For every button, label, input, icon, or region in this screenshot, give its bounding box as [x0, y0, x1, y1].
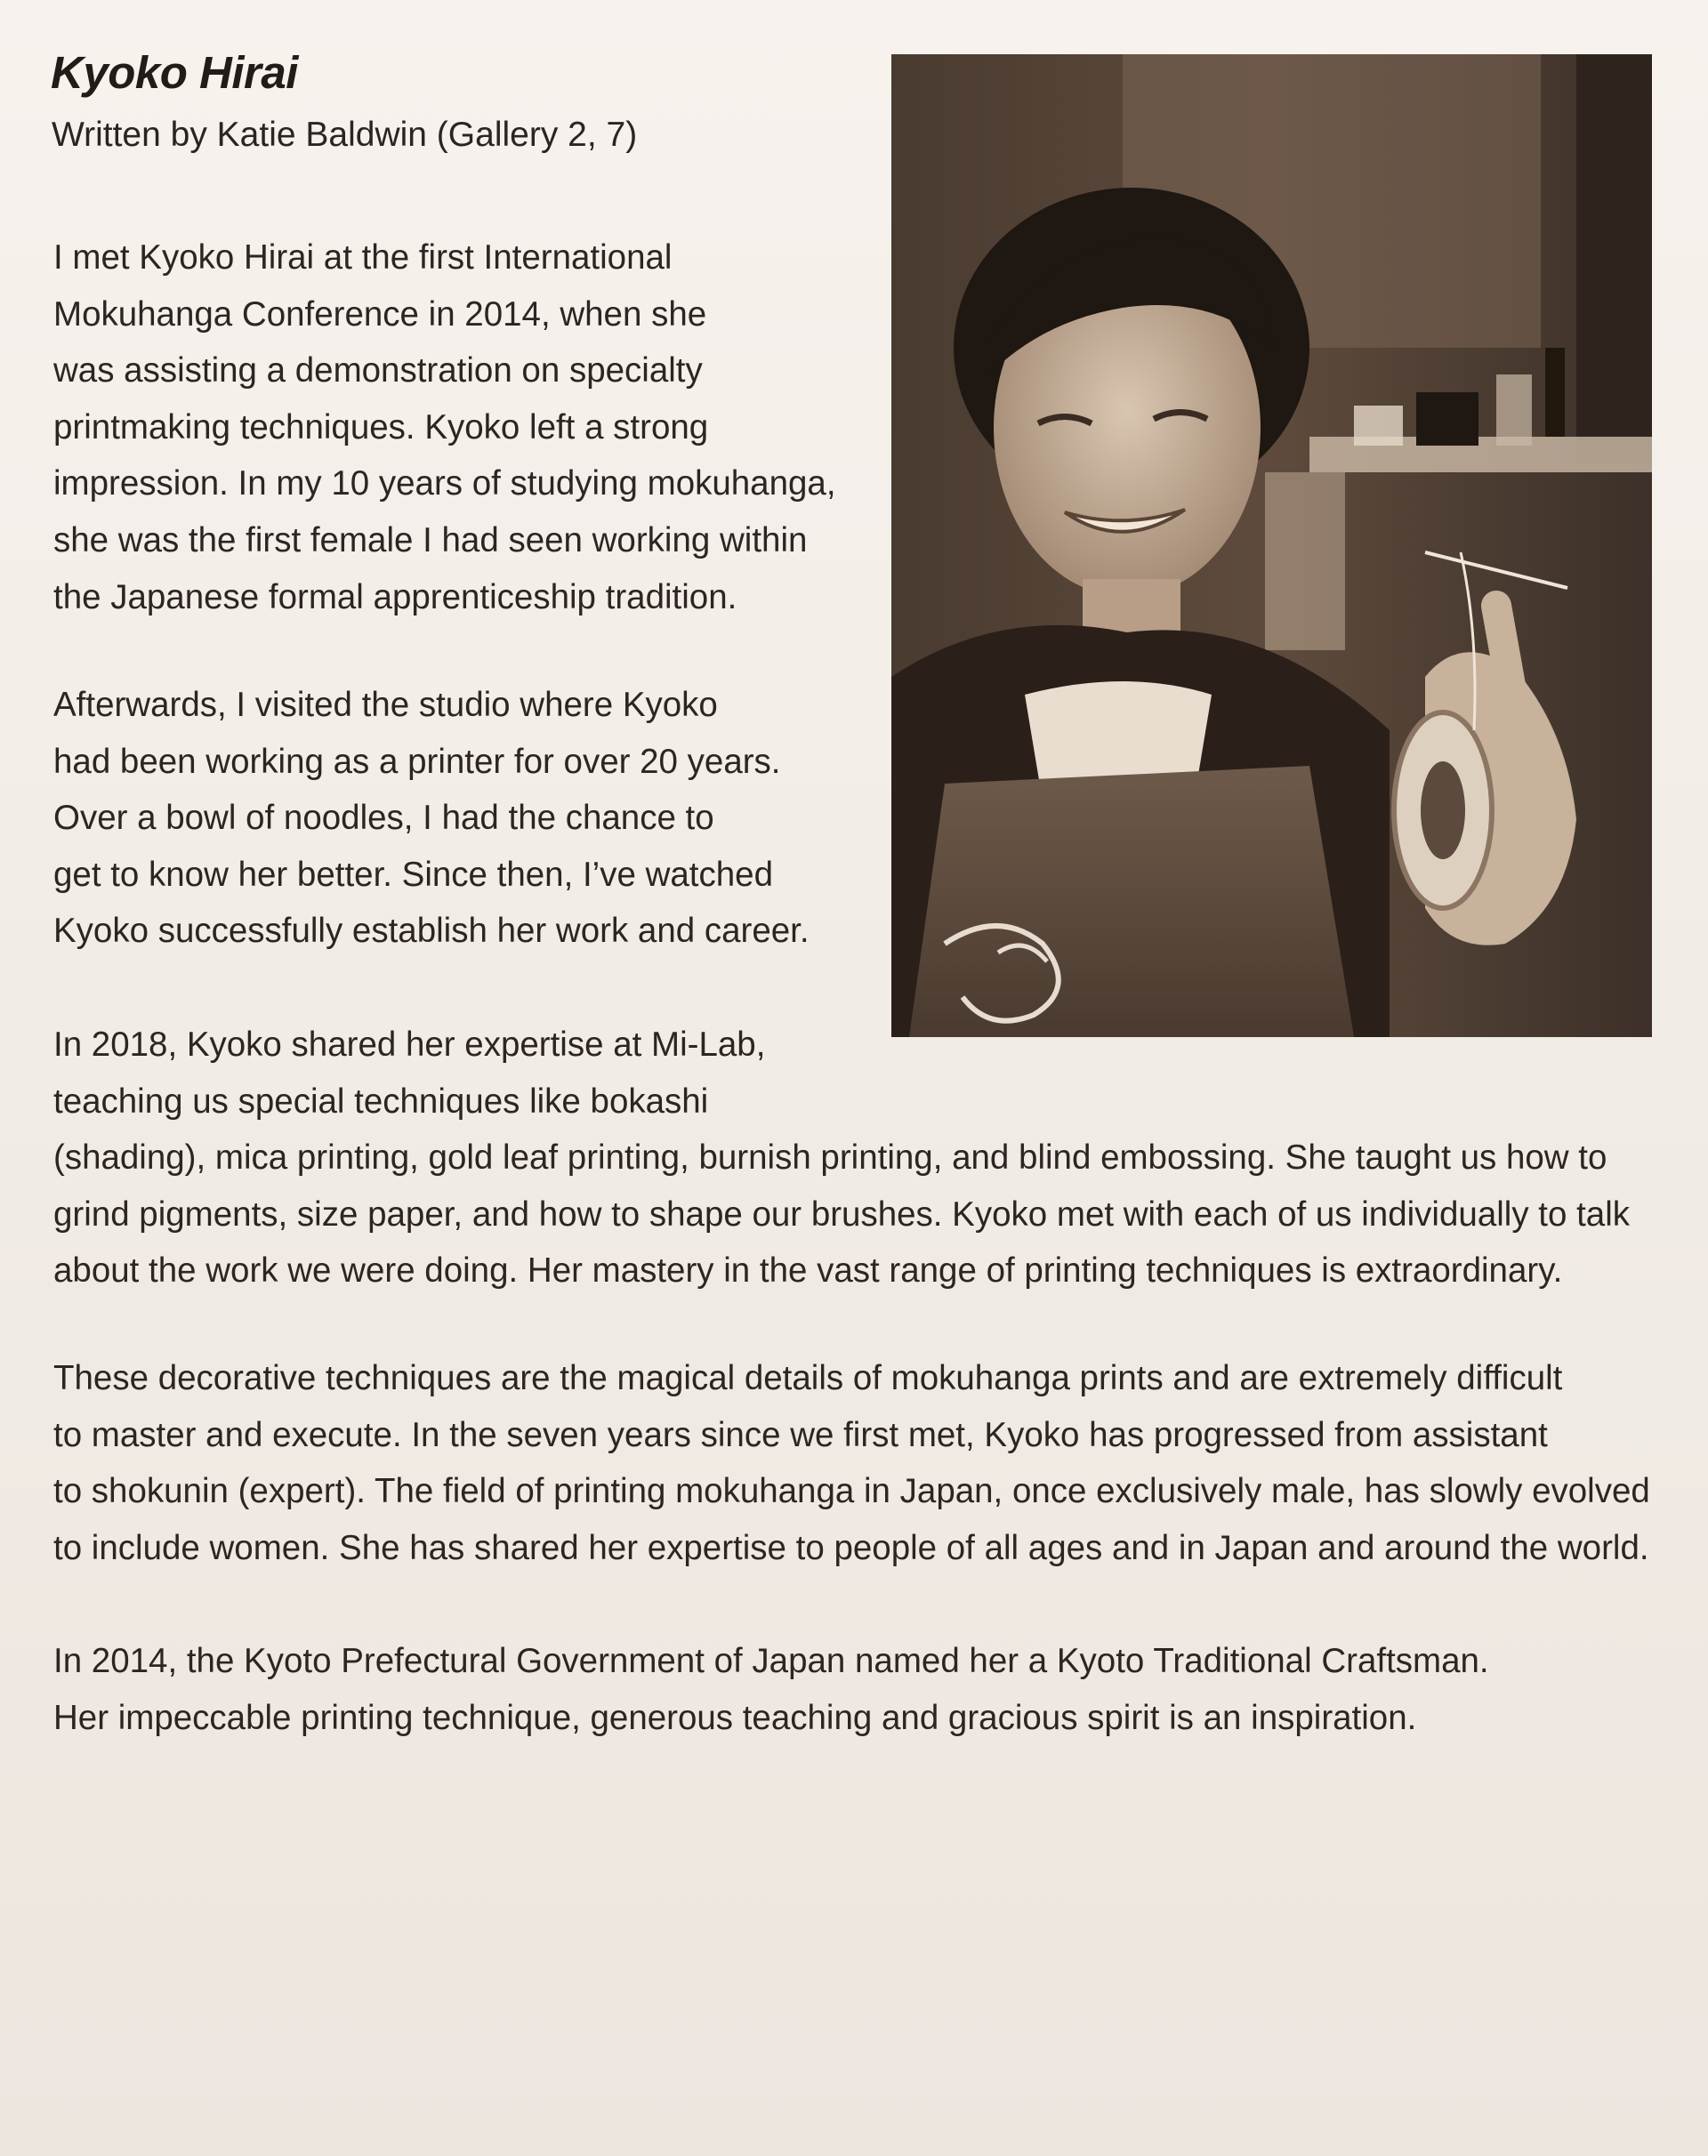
paragraph-line: teaching us special techniques like bokashi [53, 1082, 709, 1121]
portrait-illustration [891, 54, 1652, 1037]
paragraph-line: These decorative techniques are the magical details of mokuhanga prints and are extremely difficult [53, 1359, 1563, 1397]
paragraph-line: Afterwards, I visited the studio where Kyoko [53, 686, 718, 724]
paragraph-line: get to know her better. Since then, I’ve watched [53, 855, 773, 894]
paragraph-5 [53, 1633, 1664, 1746]
paragraph-line: Kyoko successfully establish her work and career. [53, 912, 810, 951]
paragraph-line: Her impeccable printing technique, generous teaching and gracious spirit is an inspiration. [53, 1698, 1417, 1737]
paragraph-line: about the work we were doing. Her mastery in the vast range of printing techniques is extraordinary. [53, 1251, 1563, 1291]
paragraph-line: had been working as a printer for over 20 years. [53, 742, 781, 781]
paragraph-line: the Japanese formal apprenticeship tradition. [53, 577, 737, 616]
paragraph-4 [53, 1350, 1664, 1576]
paragraph-line: (shading), mica printing, gold leaf printing, burnish printing, and blind embossing. She taught us how to [53, 1138, 1607, 1178]
portrait-photo [891, 54, 1652, 1037]
paragraph-line: In 2018, Kyoko shared her expertise at Mi-Lab, [53, 1026, 766, 1064]
byline: Written by Katie Baldwin (Gallery 2, 7) [52, 116, 638, 154]
paragraph-line: she was the first female I had seen working within [53, 520, 808, 559]
paragraph-line: Over a bowl of noodles, I had the chance to [53, 799, 714, 838]
paragraph-1 [53, 229, 854, 625]
paragraph-2 [53, 677, 854, 960]
paragraph-line: grind pigments, size paper, and how to shape our brushes. Kyoko met with each of us individually to talk [53, 1195, 1630, 1234]
paragraph-line: to include women. She has shared her expertise to people of all ages and in Japan and around the world. [53, 1528, 1649, 1567]
paragraph-line: impression. In my 10 years of studying mokuhanga, [53, 464, 836, 503]
paragraph-line: Mokuhanga Conference in 2014, when she [53, 294, 707, 334]
paragraph-line: to shokunin (expert). The field of printing mokuhanga in Japan, once exclusively male, has slowly evolved [53, 1472, 1650, 1511]
paragraph-line: to master and execute. In the seven years since we first met, Kyoko has progressed from assistant [53, 1415, 1548, 1454]
paragraph-line: printmaking techniques. Kyoko left a strong [53, 407, 709, 446]
panel-title: Kyoko Hirai [51, 47, 298, 98]
paragraph-line: was assisting a demonstration on specialty [53, 351, 703, 390]
paragraph-3 [53, 1017, 1664, 1299]
paragraph-line: I met Kyoko Hirai at the first International [53, 238, 673, 277]
paragraph-line: In 2014, the Kyoto Prefectural Government of Japan named her a Kyoto Traditional Craftsman. [53, 1642, 1489, 1680]
